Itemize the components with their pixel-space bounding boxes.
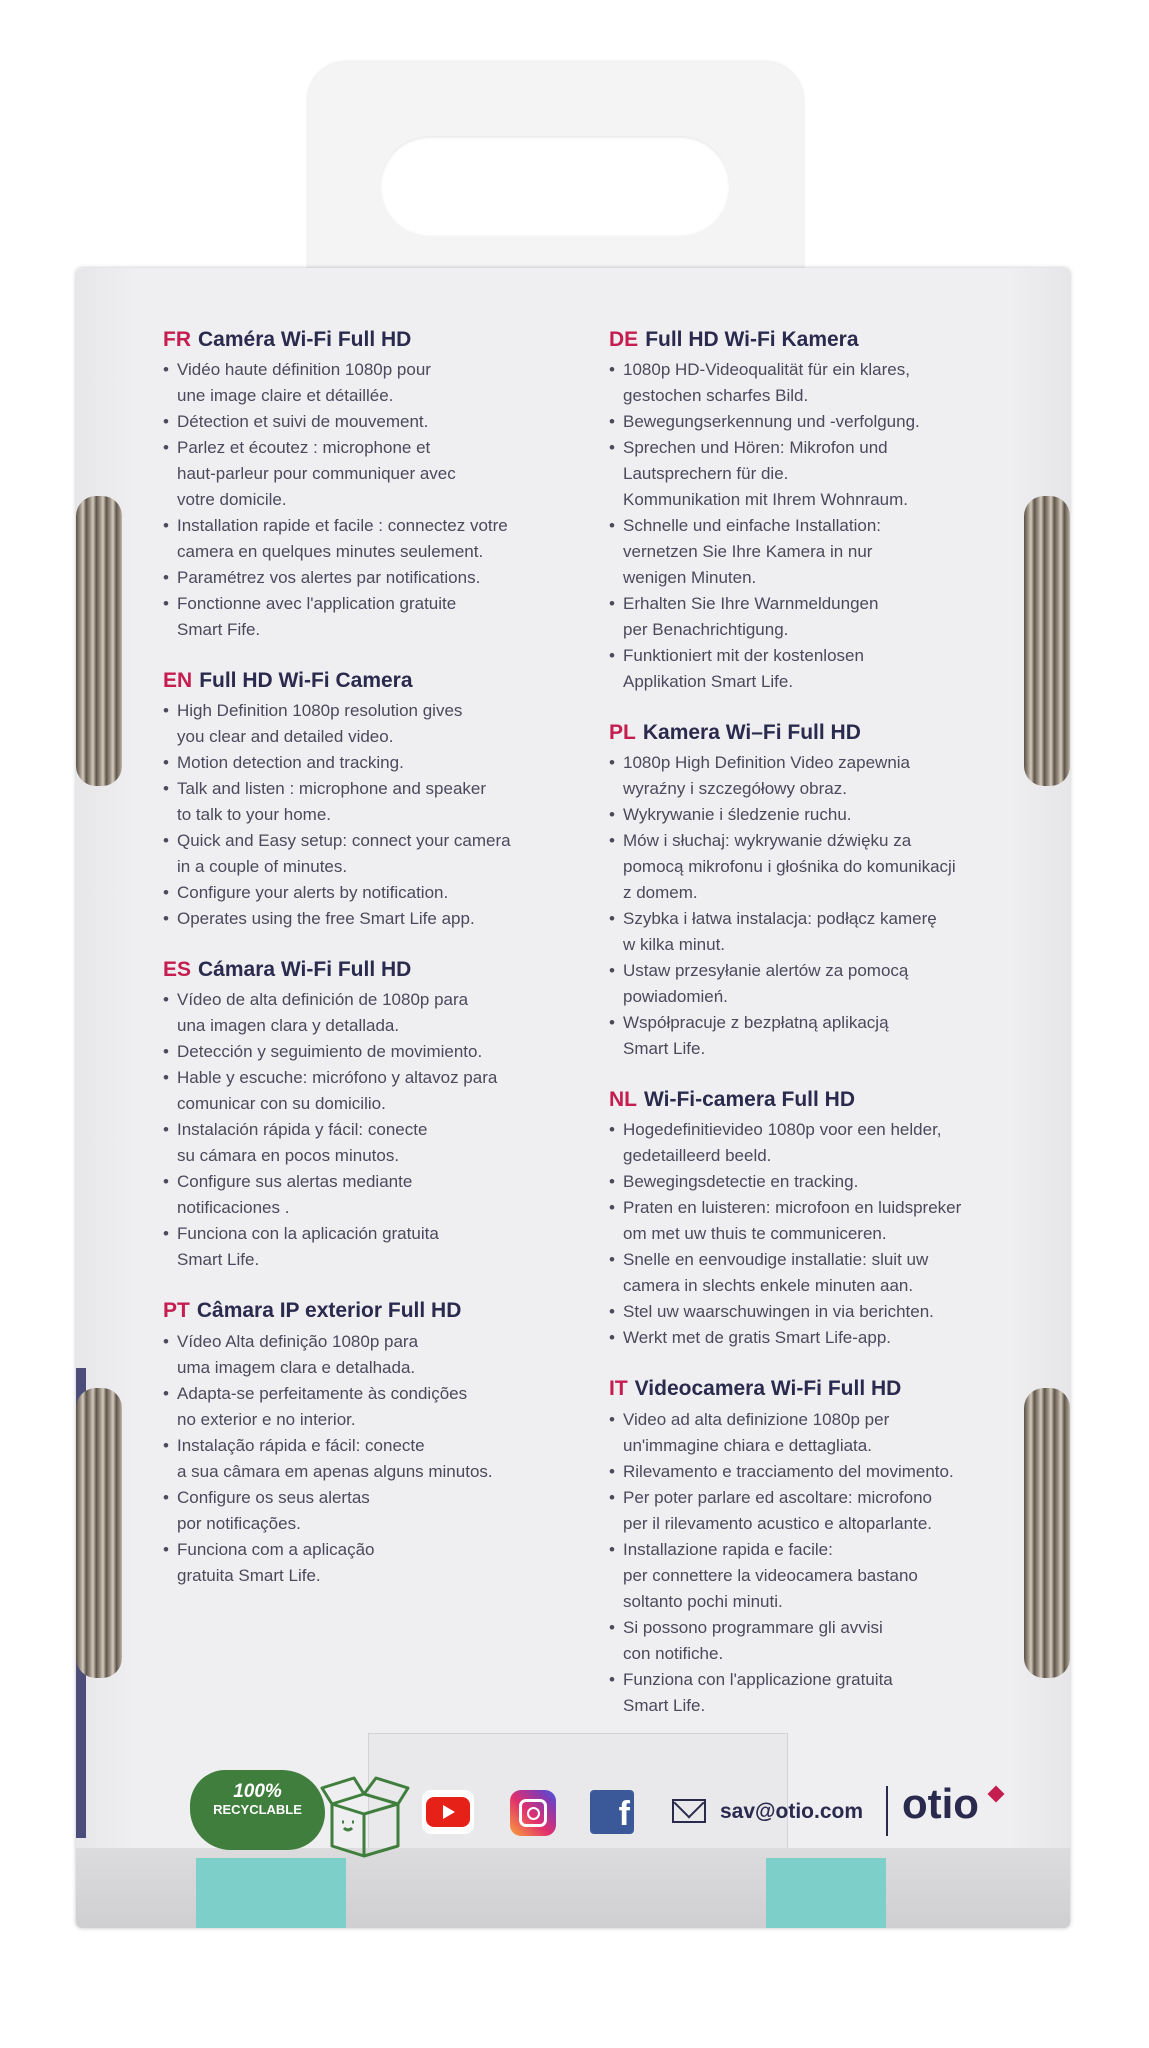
feature-item: • Si possono programmare gli avvisi con notifiche. bbox=[609, 1615, 1029, 1667]
feature-list bbox=[609, 750, 1029, 1062]
feature-item: • Stel uw waarschuwingen in via berichten. bbox=[609, 1299, 1029, 1325]
feature-item: • Configure your alerts by notification. bbox=[163, 880, 583, 906]
feature-item: • Fonctionne avec l'application gratuite Smart Fife. bbox=[163, 591, 583, 643]
section-title: Videocamera Wi-Fi Full HD bbox=[634, 1377, 902, 1401]
section-pl bbox=[609, 721, 1029, 1062]
feature-item: • Wykrywanie i śledzenie ruchu. bbox=[609, 802, 1029, 828]
feature-item: • Video ad alta definizione 1080p per un'immagine chiara e dettagliata. bbox=[609, 1407, 1029, 1459]
language-code: PL bbox=[609, 721, 636, 745]
section-title: Caméra Wi-Fi Full HD bbox=[198, 328, 412, 351]
feature-item: • Praten en luisteren: microfoon en luidspreker om met uw thuis te communiceren. bbox=[609, 1195, 1029, 1247]
feature-item: • Hable y escuche: micrófono y altavoz para comunicar con su domicilio. bbox=[163, 1065, 583, 1117]
language-code: PT bbox=[163, 1299, 190, 1323]
feature-item: • Talk and listen : microphone and speaker to talk to your home. bbox=[163, 776, 583, 828]
feature-list bbox=[163, 357, 583, 643]
feature-item: • Operates using the free Smart Life app. bbox=[163, 906, 583, 932]
feature-list bbox=[609, 1407, 1029, 1719]
section-heading bbox=[163, 958, 583, 982]
feature-item: • Szybka i łatwa instalacja: podłącz kamerę w kilka minut. bbox=[609, 906, 1029, 958]
youtube-icon[interactable] bbox=[422, 1790, 474, 1834]
section-title: Wi-Fi-camera Full HD bbox=[644, 1088, 856, 1112]
feature-item: • Werkt met de gratis Smart Life-app. bbox=[609, 1325, 1029, 1351]
brand-logo: otio bbox=[902, 1780, 979, 1827]
feature-item: • Detección y seguimiento de movimiento. bbox=[163, 1039, 583, 1065]
feature-item: • 1080p High Definition Video zapewnia wyraźny i szczegółowy obraz. bbox=[609, 750, 1029, 802]
teal-flap-right bbox=[766, 1858, 886, 1928]
section-en bbox=[163, 669, 583, 932]
instagram-icon[interactable] bbox=[510, 1790, 556, 1836]
section-heading bbox=[163, 669, 583, 693]
bottom-flap bbox=[76, 1848, 1070, 1928]
feature-item: • 1080p HD-Videoqualität für ein klares, gestochen scharfes Bild. bbox=[609, 357, 1029, 409]
left-slot-upper bbox=[76, 496, 122, 786]
feature-item: • Installation rapide et facile : connectez votre camera en quelques minutes seulement. bbox=[163, 513, 583, 565]
section-heading bbox=[163, 1299, 583, 1323]
section-title: Full HD Wi-Fi Kamera bbox=[645, 328, 859, 351]
feature-item: • Sprechen und Hören: Mikrofon und Lautsprechern für die. Kommunikation mit Ihrem Wohnraum. bbox=[609, 435, 1029, 513]
section-title: Câmara IP exterior Full HD bbox=[196, 1299, 462, 1323]
facebook-glyph: f bbox=[618, 1795, 630, 1833]
section-title: Full HD Wi-Fi Camera bbox=[199, 669, 413, 693]
language-code: FR bbox=[163, 328, 191, 351]
support-email[interactable]: sav@otio.com bbox=[720, 1800, 864, 1823]
feature-item: • Per poter parlare ed ascoltare: microfono per il rilevamento acustico e altoparlante. bbox=[609, 1485, 1029, 1537]
recycle-box-icon bbox=[318, 1770, 410, 1858]
brand-dot bbox=[988, 1786, 1005, 1803]
feature-item: • Détection et suivi de mouvement. bbox=[163, 409, 583, 435]
feature-item: • Instalación rápida y fácil: conecte su cámara en pocos minutos. bbox=[163, 1117, 583, 1169]
feature-item: • Vidéo haute définition 1080p pour une image claire et détaillée. bbox=[163, 357, 583, 409]
feature-item: • Hogedefinitievideo 1080p voor een helder, gedetailleerd beeld. bbox=[609, 1117, 1029, 1169]
left-column bbox=[163, 328, 583, 1615]
recyclable-percent: 100% bbox=[233, 1781, 282, 1802]
right-slot-upper bbox=[1024, 496, 1070, 786]
feature-item: • Schnelle und einfache Installation: vernetzen Sie Ihre Kamera in nur wenigen Minuten. bbox=[609, 513, 1029, 591]
feature-item: • High Definition 1080p resolution gives you clear and detailed video. bbox=[163, 698, 583, 750]
feature-item: • Erhalten Sie Ihre Warnmeldungen per Benachrichtigung. bbox=[609, 591, 1029, 643]
section-es bbox=[163, 958, 583, 1273]
feature-item: • Configure sus alertas mediante notificaciones . bbox=[163, 1169, 583, 1221]
language-code: DE bbox=[609, 328, 639, 351]
section-pt bbox=[163, 1299, 583, 1588]
section-de bbox=[609, 328, 1029, 695]
feature-item: • Mów i słuchaj: wykrywanie dźwięku za pomocą mikrofonu i głośnika do komunikacji z domem. bbox=[609, 828, 1029, 906]
feature-list bbox=[609, 357, 1029, 695]
feature-list bbox=[609, 1117, 1029, 1351]
feature-item: • Bewegungserkennung und -verfolgung. bbox=[609, 409, 1029, 435]
language-code: EN bbox=[163, 669, 193, 693]
recyclable-label: RECYCLABLE bbox=[213, 1802, 302, 1817]
section-heading bbox=[163, 328, 583, 352]
footer bbox=[190, 1770, 1010, 1860]
feature-item: • Adapta-se perfeitamente às condições no exterior e no interior. bbox=[163, 1381, 583, 1433]
feature-item: • Vídeo Alta definição 1080p para uma imagem clara e detalhada. bbox=[163, 1329, 583, 1381]
feature-list bbox=[163, 1329, 583, 1589]
feature-item: • Ustaw przesyłanie alertów za pomocą powiadomień. bbox=[609, 958, 1029, 1010]
section-title: Cámara Wi-Fi Full HD bbox=[198, 958, 412, 982]
feature-item: • Funciona con la aplicación gratuita Smart Life. bbox=[163, 1221, 583, 1273]
hang-tab bbox=[308, 62, 803, 292]
section-fr bbox=[163, 328, 583, 643]
feature-item: • Funziona con l'applicazione gratuita Smart Life. bbox=[609, 1667, 1029, 1719]
feature-item: • Parlez et écoutez : microphone et haut-parleur pour communiquer avec votre domicile. bbox=[163, 435, 583, 513]
teal-flap-left bbox=[196, 1858, 346, 1928]
section-heading bbox=[609, 1377, 1029, 1401]
section-it bbox=[609, 1377, 1029, 1718]
feature-item: • Configure os seus alertas por notificações. bbox=[163, 1485, 583, 1537]
feature-item: • Vídeo de alta definición de 1080p para una imagen clara y detallada. bbox=[163, 987, 583, 1039]
left-slot-lower bbox=[76, 1388, 122, 1678]
feature-item: • Bewegingsdetectie en tracking. bbox=[609, 1169, 1029, 1195]
footer-divider bbox=[886, 1786, 888, 1836]
section-nl bbox=[609, 1088, 1029, 1351]
right-column bbox=[609, 328, 1029, 1745]
language-code: NL bbox=[609, 1088, 637, 1112]
feature-item: • Rilevamento e tracciamento del movimento. bbox=[609, 1459, 1029, 1485]
hang-hole bbox=[380, 136, 730, 236]
language-code: IT bbox=[609, 1377, 628, 1401]
feature-list bbox=[163, 698, 583, 932]
feature-list bbox=[163, 987, 583, 1273]
mail-icon bbox=[672, 1799, 706, 1823]
feature-item: • Funktioniert mit der kostenlosen Applikation Smart Life. bbox=[609, 643, 1029, 695]
feature-item: • Motion detection and tracking. bbox=[163, 750, 583, 776]
section-heading bbox=[609, 328, 1029, 352]
section-title: Kamera Wi–Fi Full HD bbox=[642, 721, 861, 745]
facebook-icon[interactable] bbox=[590, 1790, 634, 1834]
feature-item: • Snelle en eenvoudige installatie: sluit uw camera in slechts enkele minuten aan. bbox=[609, 1247, 1029, 1299]
feature-item: • Paramétrez vos alertes par notifications. bbox=[163, 565, 583, 591]
language-code: ES bbox=[163, 958, 192, 982]
feature-item: • Funciona com a aplicação gratuita Smart Life. bbox=[163, 1537, 583, 1589]
feature-item: • Instalação rápida e fácil: conecte a sua câmara em apenas alguns minutos. bbox=[163, 1433, 583, 1485]
feature-item: • Quick and Easy setup: connect your camera in a couple of minutes. bbox=[163, 828, 583, 880]
section-heading bbox=[609, 1088, 1029, 1112]
feature-item: • Installazione rapida e facile: per connettere la videocamera bastano soltanto pochi minuti. bbox=[609, 1537, 1029, 1615]
feature-item: • Współpracuje z bezpłatną aplikacją Smart Life. bbox=[609, 1010, 1029, 1062]
recyclable-badge bbox=[190, 1770, 325, 1850]
right-slot-lower bbox=[1024, 1388, 1070, 1678]
section-heading bbox=[609, 721, 1029, 745]
